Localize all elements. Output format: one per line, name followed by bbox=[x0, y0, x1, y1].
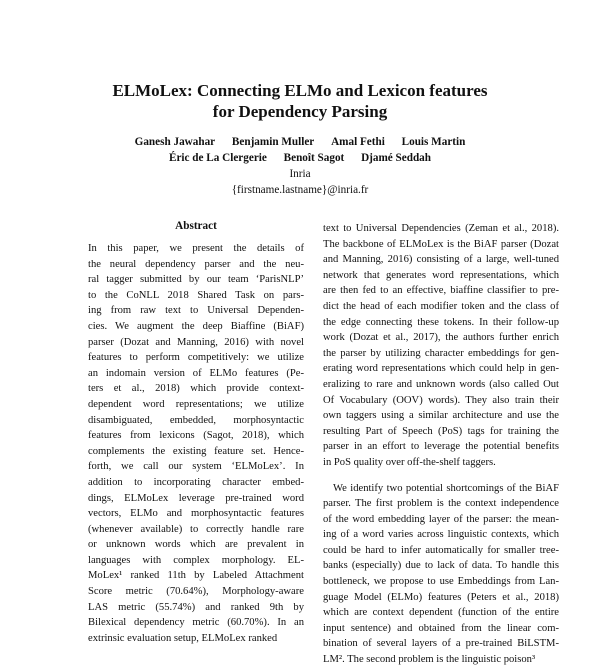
text-line: own taggers using a similar architecture and use the bbox=[323, 410, 559, 422]
paper-title bbox=[0, 80, 600, 122]
text-line: vectors, ELMo and morphosyntactic features bbox=[88, 508, 304, 520]
text-line: guage Model (ELMo) features (Peters et al., 2018) bbox=[323, 591, 559, 603]
text-line: (whenever available) to correctly handle rare bbox=[88, 523, 304, 535]
text-line: which are context dependent (function of the entire bbox=[323, 607, 559, 619]
affiliation-block bbox=[0, 166, 600, 198]
text-line: dependent word representations; we utilize bbox=[88, 398, 304, 410]
intro-paragraph-1 bbox=[323, 221, 559, 471]
text-line: in PoS quality over off-the-shelf taggers. bbox=[323, 456, 496, 468]
text-line: disambiguated, embedded, morphosyntactic bbox=[88, 414, 304, 426]
text-line: the edge connecting these tokens. In their follow-up bbox=[323, 316, 559, 328]
text-line: ral tagger submitted by our team ‘ParisNLP’ bbox=[88, 274, 304, 286]
text-line: addition to incorporating character embed- bbox=[88, 476, 304, 488]
text-line: banks (especially) due to lack of data. To handle this bbox=[323, 560, 559, 572]
intro-paragraph-2 bbox=[323, 481, 559, 668]
introduction-body bbox=[323, 221, 559, 668]
text-line: erating word representations which could help in gen- bbox=[323, 363, 559, 375]
text-line: Bilexical dependency metric (60.70%). In an bbox=[88, 617, 304, 629]
text-line: ing of a word varies across linguistic contexts, which bbox=[323, 529, 559, 541]
author-row-2 bbox=[0, 150, 600, 166]
text-line: input sentence) and obtained from the linear com- bbox=[323, 622, 559, 634]
text-line: LM². The second problem is the linguistic poison³ bbox=[323, 654, 536, 666]
text-line: or unknown words which are prevalent in bbox=[88, 539, 304, 551]
author-list bbox=[0, 134, 600, 166]
title-line-1: ELMoLex: Connecting ELMo and Lexicon features bbox=[112, 81, 488, 100]
author-name: Amal Fethi bbox=[331, 136, 385, 148]
text-line: eralizing to rare and unknown words (also called Out bbox=[323, 378, 559, 390]
text-line: to the CoNLL 2018 Shared Task on pars- bbox=[88, 289, 304, 301]
text-line: text to Universal Dependencies (Zeman et al., 2018). bbox=[323, 223, 559, 234]
text-line: the parser by utilizing character embeddings for gen- bbox=[323, 347, 559, 359]
text-line: could be hard to infer automatically for smaller tree- bbox=[323, 544, 559, 556]
text-line: and Manning, 2016) consisting of a large, well-tuned bbox=[323, 254, 559, 266]
text-line: work (Dozat et al., 2017), the authors further enrich bbox=[323, 332, 559, 344]
text-line: LAS metric (55.74%) and ranked 9th by bbox=[88, 601, 304, 613]
text-line: features to perform competitively: we utilize bbox=[88, 352, 304, 364]
text-line: In this paper, we present the details of bbox=[88, 243, 304, 254]
author-name: Djamé Seddah bbox=[361, 152, 431, 164]
text-line: parser (Dozat and Manning, 2016) with novel bbox=[88, 336, 304, 348]
text-line: of the word embedding layer of the parser: the mean- bbox=[323, 513, 559, 525]
text-line: resulting Part of Speech (PoS) tags for training the bbox=[323, 425, 559, 437]
text-line: cies. We augment the deep Biaffine (BiAF) bbox=[88, 320, 304, 332]
text-line: ters et al., 2018) which provide context- bbox=[88, 383, 304, 395]
author-name: Éric de La Clergerie bbox=[169, 152, 267, 164]
abstract-heading: Abstract bbox=[175, 220, 217, 232]
author-email: {firstname.lastname}@inria.fr bbox=[231, 184, 369, 196]
text-line: bination of several layers of a pre-trained BiLSTM- bbox=[323, 638, 559, 650]
text-line: ing from raw text to Universal Dependen- bbox=[88, 305, 304, 317]
text-line: complements the existing feature set. Hence- bbox=[88, 445, 304, 457]
text-line: dict the head of each modifier token and the class of bbox=[323, 300, 559, 312]
text-line: dings, ELMoLex leverage pre-trained word bbox=[88, 492, 304, 504]
text-line: languages with complex morphology. EL- bbox=[88, 554, 304, 566]
text-line: the neural dependency parser and the neu- bbox=[88, 258, 304, 270]
author-name: Louis Martin bbox=[401, 136, 466, 148]
text-line: extrinsic evaluation setup, ELMoLex ranked bbox=[88, 632, 278, 644]
text-line: an indomain version of ELMo features (Pe- bbox=[88, 367, 304, 379]
author-row-1 bbox=[0, 134, 600, 150]
text-line: parser. The first problem is the context independence bbox=[323, 498, 559, 510]
author-name: Benjamin Muller bbox=[231, 136, 315, 148]
text-line: features from lexicons (Sagot, 2018), which bbox=[88, 430, 304, 442]
text-line: are then fed to an effective, biaffine classifier to pre- bbox=[323, 285, 559, 297]
title-line-2: for Dependency Parsing bbox=[212, 102, 388, 121]
author-name: Benoît Sagot bbox=[283, 152, 345, 164]
author-name: Ganesh Jawahar bbox=[134, 136, 216, 148]
text-line: MoLex¹ ranked 11th by Labeled Attachment bbox=[88, 570, 304, 582]
text-line: parser in an effort to leverage the potential benefits bbox=[323, 441, 559, 453]
text-line: We identify two potential shortcomings of the BiAF bbox=[333, 482, 559, 494]
text-line: The backbone of ELMoLex is the BiAF parser (Dozat bbox=[323, 238, 559, 250]
text-line: Of Vocabulary (OOV) words). They also train their bbox=[323, 394, 559, 406]
text-line: network that generates word representations, which bbox=[323, 269, 559, 281]
affiliation: Inria bbox=[289, 168, 311, 180]
text-line: Score metric (70.64%), Morphology-aware bbox=[88, 586, 304, 598]
text-line: bottleneck, we propose to use Embeddings from Lan- bbox=[323, 576, 559, 588]
abstract-body bbox=[88, 241, 304, 646]
text-line: forth, we call our system ‘ELMoLex’. In bbox=[88, 461, 304, 473]
